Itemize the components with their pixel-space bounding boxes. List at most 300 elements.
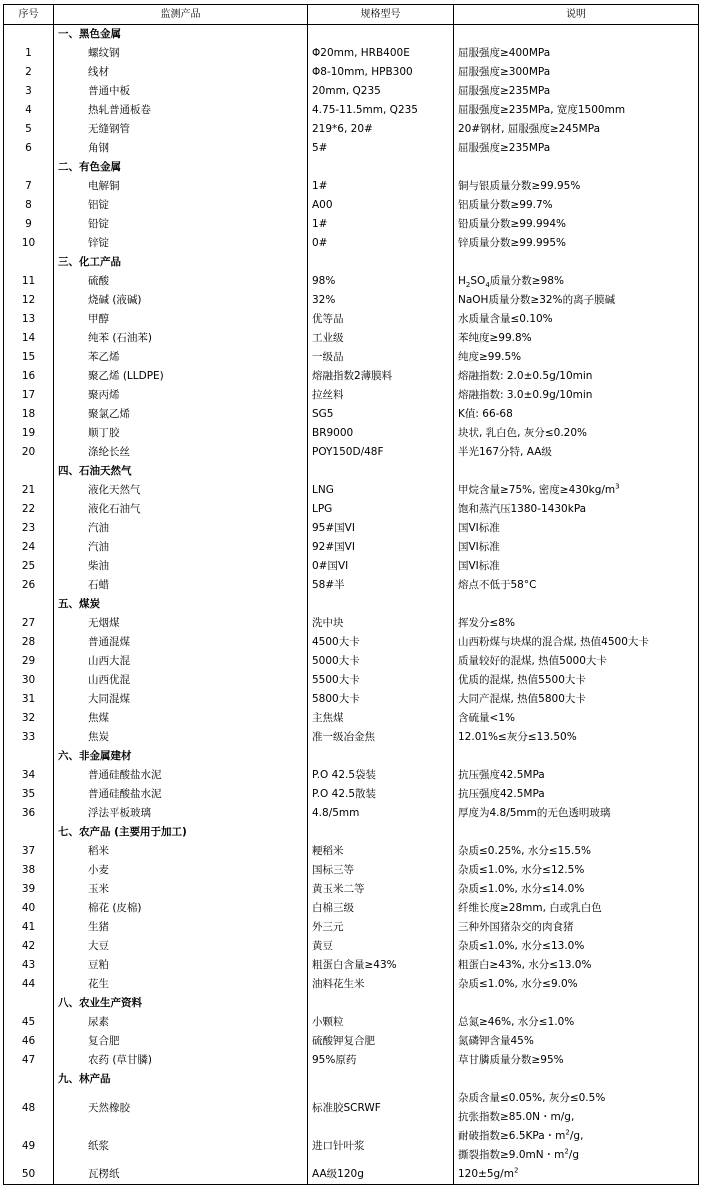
cell-note: 含硫量<1%	[454, 709, 699, 728]
cell-note: 国VI标准	[454, 538, 699, 557]
cell-product: 普通硅酸盐水泥	[54, 766, 308, 785]
cell-product: 苯乙烯	[54, 348, 308, 367]
superscript: 2	[565, 1128, 570, 1137]
category-title: 七、农产品 (主要用于加工)	[54, 823, 308, 842]
cell-note: 抗压强度42.5MPa	[454, 785, 699, 804]
cell-no	[4, 747, 54, 766]
cell-spec: 1#	[308, 177, 454, 196]
cell-product: 山西优混	[54, 671, 308, 690]
table-row	[4, 481, 699, 500]
table-row	[4, 177, 699, 196]
cell-spec: 拉丝料	[308, 386, 454, 405]
cell-product: 石蜡	[54, 576, 308, 595]
cell-spec: 5000大卡	[308, 652, 454, 671]
cell-product: 山西大混	[54, 652, 308, 671]
category-title: 六、非金属建材	[54, 747, 308, 766]
cell-note: 熔融指数: 3.0±0.9g/10min	[454, 386, 699, 405]
cell-no: 40	[4, 899, 54, 918]
table-row	[4, 899, 699, 918]
table-row	[4, 1051, 699, 1070]
cell-note: 三种外国猪杂交的肉食猪	[454, 918, 699, 937]
cell-spec	[308, 462, 454, 481]
cell-product: 小麦	[54, 861, 308, 880]
cell-note: 块状, 乳白色, 灰分≤0.20%	[454, 424, 699, 443]
table-row	[4, 1032, 699, 1051]
cell-spec: 洗中块	[308, 614, 454, 633]
table-header-row	[4, 5, 699, 25]
cell-spec: A00	[308, 196, 454, 215]
cell-no: 6	[4, 139, 54, 158]
cell-note: 质量较好的混煤, 热值5000大卡	[454, 652, 699, 671]
superscript: 2	[564, 1147, 569, 1156]
cell-spec: 58#半	[308, 576, 454, 595]
cell-spec: P.O 42.5袋装	[308, 766, 454, 785]
cell-no: 2	[4, 63, 54, 82]
cell-no	[4, 994, 54, 1013]
cell-no: 38	[4, 861, 54, 880]
category-row	[4, 253, 699, 272]
table-row	[4, 614, 699, 633]
table-row	[4, 842, 699, 861]
cell-note	[454, 272, 699, 291]
cell-product: 普通中板	[54, 82, 308, 101]
cell-product: 焦炭	[54, 728, 308, 747]
cell-note: 锌质量分数≥99.995%	[454, 234, 699, 253]
cell-note: 杂质≤0.25%, 水分≤15.5%	[454, 842, 699, 861]
note-text: H	[458, 275, 466, 287]
table-row	[4, 139, 699, 158]
cell-spec	[308, 747, 454, 766]
cell-product: 尿素	[54, 1013, 308, 1032]
table-row	[4, 728, 699, 747]
cell-product: 铅锭	[54, 215, 308, 234]
cell-product: 普通混煤	[54, 633, 308, 652]
cell-note: 抗压强度42.5MPa	[454, 766, 699, 785]
cell-no: 24	[4, 538, 54, 557]
cell-spec: 粗蛋白含量≥43%	[308, 956, 454, 975]
cell-product: 稻米	[54, 842, 308, 861]
table-row	[4, 1013, 699, 1032]
cell-note: 饱和蒸汽压1380-1430kPa	[454, 500, 699, 519]
cell-no: 42	[4, 937, 54, 956]
note-line: 耐破指数≥6.5KPa・m	[458, 1130, 566, 1142]
table-row	[4, 63, 699, 82]
table-row	[4, 215, 699, 234]
cell-product: 液化天然气	[54, 481, 308, 500]
cell-product: 聚丙烯	[54, 386, 308, 405]
cell-no	[4, 462, 54, 481]
cell-no: 41	[4, 918, 54, 937]
cell-spec: 工业级	[308, 329, 454, 348]
cell-product: 汽油	[54, 538, 308, 557]
cell-no: 29	[4, 652, 54, 671]
note-text: SO	[470, 275, 486, 287]
cell-spec	[308, 158, 454, 177]
table-row	[4, 937, 699, 956]
category-row	[4, 25, 699, 45]
cell-no: 36	[4, 804, 54, 823]
cell-product: 涤纶长丝	[54, 443, 308, 462]
note-line: 杂质含量≤0.05%, 灰分≤0.5%	[458, 1092, 606, 1104]
table-row	[4, 348, 699, 367]
cell-note: 屈服强度≥400MPa	[454, 44, 699, 63]
cell-product: 无缝钢管	[54, 120, 308, 139]
cell-no	[4, 158, 54, 177]
cell-note: 杂质≤1.0%, 水分≤9.0%	[454, 975, 699, 994]
category-row	[4, 158, 699, 177]
cell-no: 44	[4, 975, 54, 994]
cell-spec: 主焦煤	[308, 709, 454, 728]
cell-note: 粗蛋白≥43%, 水分≤13.0%	[454, 956, 699, 975]
cell-note: K值: 66-68	[454, 405, 699, 424]
cell-spec: 20mm, Q235	[308, 82, 454, 101]
cell-spec: 粳稻米	[308, 842, 454, 861]
cell-spec: 95%原药	[308, 1051, 454, 1070]
cell-note: 国VI标准	[454, 519, 699, 538]
table-row	[4, 880, 699, 899]
cell-note: 大同产混煤, 热值5800大卡	[454, 690, 699, 709]
category-row	[4, 595, 699, 614]
cell-spec: 219*6, 20#	[308, 120, 454, 139]
cell-no	[4, 1070, 54, 1089]
cell-spec	[308, 253, 454, 272]
note-text: 质量分数≥98%	[489, 275, 564, 287]
cell-no: 4	[4, 101, 54, 120]
cell-note: 屈服强度≥235MPa	[454, 139, 699, 158]
category-title: 九、林产品	[54, 1070, 308, 1089]
table-row	[4, 291, 699, 310]
cell-note: 屈服强度≥235MPa, 宽度1500mm	[454, 101, 699, 120]
cell-product: 聚乙烯 (LLDPE)	[54, 367, 308, 386]
cell-no: 22	[4, 500, 54, 519]
cell-product: 瓦楞纸	[54, 1165, 308, 1185]
category-title: 五、煤炭	[54, 595, 308, 614]
table-row	[4, 443, 699, 462]
subscript: 2	[465, 281, 471, 290]
table-row	[4, 120, 699, 139]
table-row	[4, 709, 699, 728]
table-row	[4, 500, 699, 519]
category-row	[4, 462, 699, 481]
cell-note	[454, 253, 699, 272]
table-row	[4, 956, 699, 975]
cell-note	[454, 823, 699, 842]
cell-no	[4, 823, 54, 842]
cell-no	[4, 253, 54, 272]
cell-product: 无烟煤	[54, 614, 308, 633]
cell-spec: 小颗粒	[308, 1013, 454, 1032]
cell-no: 13	[4, 310, 54, 329]
table-row	[4, 310, 699, 329]
cell-spec: 5800大卡	[308, 690, 454, 709]
table-row	[4, 329, 699, 348]
cell-spec: 一级品	[308, 348, 454, 367]
table-row	[4, 652, 699, 671]
cell-spec	[308, 25, 454, 45]
header-spec: 规格型号	[308, 5, 454, 25]
cell-product: 液化石油气	[54, 500, 308, 519]
cell-no: 34	[4, 766, 54, 785]
cell-product: 柴油	[54, 557, 308, 576]
cell-note: 杂质≤1.0%, 水分≤14.0%	[454, 880, 699, 899]
table-row	[4, 766, 699, 785]
cell-spec: 4500大卡	[308, 633, 454, 652]
cell-no: 20	[4, 443, 54, 462]
cell-no: 23	[4, 519, 54, 538]
cell-spec: POY150D/48F	[308, 443, 454, 462]
cell-spec: 黄玉米二等	[308, 880, 454, 899]
cell-note	[454, 1070, 699, 1089]
table-row	[4, 785, 699, 804]
cell-product: 纸浆	[54, 1127, 308, 1165]
cell-note: 氮磷钾含量45%	[454, 1032, 699, 1051]
cell-product: 生猪	[54, 918, 308, 937]
cell-spec: 国标三等	[308, 861, 454, 880]
table-row	[4, 367, 699, 386]
table-row	[4, 44, 699, 63]
superscript: 2	[513, 1166, 519, 1175]
cell-no: 7	[4, 177, 54, 196]
cell-note: 熔融指数: 2.0±0.5g/10min	[454, 367, 699, 386]
cell-spec: 油料花生米	[308, 975, 454, 994]
category-title: 二、有色金属	[54, 158, 308, 177]
cell-note: 铝质量分数≥99.7%	[454, 196, 699, 215]
cell-note: 铜与银质量分数≥99.95%	[454, 177, 699, 196]
table-row	[4, 538, 699, 557]
cell-spec: 5#	[308, 139, 454, 158]
cell-spec: 白棉三级	[308, 899, 454, 918]
cell-note: 杂质≤1.0%, 水分≤13.0%	[454, 937, 699, 956]
note-text: 120±5g/m	[458, 1168, 514, 1180]
cell-note: 纤维长度≥28mm, 白或乳白色	[454, 899, 699, 918]
table-row	[4, 804, 699, 823]
table-row	[4, 234, 699, 253]
header-note: 说明	[454, 5, 699, 25]
cell-spec: 0#国VI	[308, 557, 454, 576]
cell-product: 纯苯 (石油苯)	[54, 329, 308, 348]
note-line: /g,	[569, 1130, 584, 1142]
cell-no: 14	[4, 329, 54, 348]
cell-note	[454, 158, 699, 177]
table-row	[4, 975, 699, 994]
cell-no: 5	[4, 120, 54, 139]
cell-note: 熔点不低于58°C	[454, 576, 699, 595]
category-title: 八、农业生产资料	[54, 994, 308, 1013]
cell-spec: 0#	[308, 234, 454, 253]
cell-note: 挥发分≤8%	[454, 614, 699, 633]
cell-product: 汽油	[54, 519, 308, 538]
cell-product: 顺丁胶	[54, 424, 308, 443]
cell-spec: 98%	[308, 272, 454, 291]
table-row	[4, 405, 699, 424]
cell-no: 19	[4, 424, 54, 443]
cell-spec: 准一级冶金焦	[308, 728, 454, 747]
cell-spec: BR9000	[308, 424, 454, 443]
cell-note: 山西粉煤与块煤的混合煤, 热值4500大卡	[454, 633, 699, 652]
cell-spec: 1#	[308, 215, 454, 234]
cell-spec: 优等品	[308, 310, 454, 329]
cell-note: NaOH质量分数≥32%的离子膜碱	[454, 291, 699, 310]
table-row	[4, 633, 699, 652]
cell-spec: P.O 42.5散装	[308, 785, 454, 804]
cell-spec: 92#国VI	[308, 538, 454, 557]
note-line: /g	[568, 1149, 579, 1161]
cell-note: 总氮≥46%, 水分≤1.0%	[454, 1013, 699, 1032]
cell-no: 32	[4, 709, 54, 728]
cell-note: 纯度≥99.5%	[454, 348, 699, 367]
cell-note: 水质量含量≤0.10%	[454, 310, 699, 329]
table-row	[4, 272, 699, 291]
cell-note	[454, 595, 699, 614]
cell-note	[454, 462, 699, 481]
table-row	[4, 690, 699, 709]
cell-no: 15	[4, 348, 54, 367]
cell-product: 玉米	[54, 880, 308, 899]
cell-note	[454, 1165, 699, 1185]
superscript: 3	[615, 482, 620, 491]
cell-product: 花生	[54, 975, 308, 994]
table-row	[4, 1127, 699, 1165]
cell-note: 优质的混煤, 热值5500大卡	[454, 671, 699, 690]
cell-no: 26	[4, 576, 54, 595]
cell-no: 43	[4, 956, 54, 975]
cell-product: 锌锭	[54, 234, 308, 253]
category-row	[4, 823, 699, 842]
cell-no: 27	[4, 614, 54, 633]
cell-no: 46	[4, 1032, 54, 1051]
table-row	[4, 918, 699, 937]
cell-note: 铅质量分数≥99.994%	[454, 215, 699, 234]
cell-spec: 95#国VI	[308, 519, 454, 538]
cell-product: 铝锭	[54, 196, 308, 215]
cell-no: 25	[4, 557, 54, 576]
table-row	[4, 101, 699, 120]
cell-product: 大豆	[54, 937, 308, 956]
cell-note: 屈服强度≥235MPa	[454, 82, 699, 101]
category-title: 三、化工产品	[54, 253, 308, 272]
cell-product: 电解铜	[54, 177, 308, 196]
cell-no: 37	[4, 842, 54, 861]
cell-note: 厚度为4.8/5mm的无色透明玻璃	[454, 804, 699, 823]
table-row	[4, 861, 699, 880]
cell-spec: 标准胶SCRWF	[308, 1089, 454, 1127]
note-line: 撕裂指数≥9.0mN・m	[458, 1149, 565, 1161]
note-text: 甲烷含量≥75%, 密度≥430kg/m	[458, 484, 616, 496]
cell-no	[4, 595, 54, 614]
cell-no: 30	[4, 671, 54, 690]
category-row	[4, 1070, 699, 1089]
cell-no: 28	[4, 633, 54, 652]
header-no: 序号	[4, 5, 54, 25]
category-title: 四、石油天然气	[54, 462, 308, 481]
cell-spec: AA级120g	[308, 1165, 454, 1185]
cell-no: 3	[4, 82, 54, 101]
cell-no: 39	[4, 880, 54, 899]
cell-note	[454, 481, 699, 500]
cell-no: 16	[4, 367, 54, 386]
cell-note: 苯纯度≥99.8%	[454, 329, 699, 348]
category-row	[4, 747, 699, 766]
cell-no: 11	[4, 272, 54, 291]
cell-no: 10	[4, 234, 54, 253]
cell-note: 12.01%≤灰分≤13.50%	[454, 728, 699, 747]
cell-no	[4, 25, 54, 45]
cell-product: 角钢	[54, 139, 308, 158]
cell-product: 硫酸	[54, 272, 308, 291]
cell-spec	[308, 823, 454, 842]
table-row	[4, 386, 699, 405]
cell-note: 国VI标准	[454, 557, 699, 576]
cell-spec	[308, 1070, 454, 1089]
subscript: 4	[485, 281, 490, 290]
cell-spec	[308, 595, 454, 614]
cell-spec: 硫酸钾复合肥	[308, 1032, 454, 1051]
cell-note	[454, 1089, 699, 1127]
cell-product: 大同混煤	[54, 690, 308, 709]
cell-note: 草甘膦质量分数≥95%	[454, 1051, 699, 1070]
cell-no: 48	[4, 1089, 54, 1127]
table-row	[4, 671, 699, 690]
cell-product: 豆粕	[54, 956, 308, 975]
cell-product: 农药 (草甘膦)	[54, 1051, 308, 1070]
cell-spec: LNG	[308, 481, 454, 500]
cell-spec: 4.8/5mm	[308, 804, 454, 823]
cell-note: 20#钢材, 屈服强度≥245MPa	[454, 120, 699, 139]
cell-no: 33	[4, 728, 54, 747]
cell-spec	[308, 994, 454, 1013]
table-row	[4, 1089, 699, 1127]
cell-product: 天然橡胶	[54, 1089, 308, 1127]
cell-spec: 5500大卡	[308, 671, 454, 690]
cell-product: 烧碱 (液碱)	[54, 291, 308, 310]
cell-no: 1	[4, 44, 54, 63]
cell-spec: 熔融指数2薄膜料	[308, 367, 454, 386]
category-title: 一、黑色金属	[54, 25, 308, 45]
category-row	[4, 994, 699, 1013]
cell-no: 35	[4, 785, 54, 804]
header-product: 监测产品	[54, 5, 308, 25]
cell-note	[454, 994, 699, 1013]
table-row	[4, 424, 699, 443]
cell-note: 屈服强度≥300MPa	[454, 63, 699, 82]
cell-product: 线材	[54, 63, 308, 82]
cell-no: 8	[4, 196, 54, 215]
cell-spec: 4.75-11.5mm, Q235	[308, 101, 454, 120]
table-row	[4, 196, 699, 215]
cell-no: 49	[4, 1127, 54, 1165]
cell-product: 浮法平板玻璃	[54, 804, 308, 823]
table-row	[4, 519, 699, 538]
cell-note: 杂质≤1.0%, 水分≤12.5%	[454, 861, 699, 880]
cell-spec: Φ8-10mm, HPB300	[308, 63, 454, 82]
cell-no: 12	[4, 291, 54, 310]
cell-no: 47	[4, 1051, 54, 1070]
table-row	[4, 576, 699, 595]
cell-spec: LPG	[308, 500, 454, 519]
cell-product: 甲醇	[54, 310, 308, 329]
cell-product: 复合肥	[54, 1032, 308, 1051]
cell-no: 31	[4, 690, 54, 709]
cell-no: 17	[4, 386, 54, 405]
cell-no: 45	[4, 1013, 54, 1032]
cell-product: 棉花 (皮棉)	[54, 899, 308, 918]
cell-note	[454, 747, 699, 766]
cell-product: 焦煤	[54, 709, 308, 728]
table-row	[4, 557, 699, 576]
table-row	[4, 82, 699, 101]
cell-spec: SG5	[308, 405, 454, 424]
cell-product: 螺纹钢	[54, 44, 308, 63]
